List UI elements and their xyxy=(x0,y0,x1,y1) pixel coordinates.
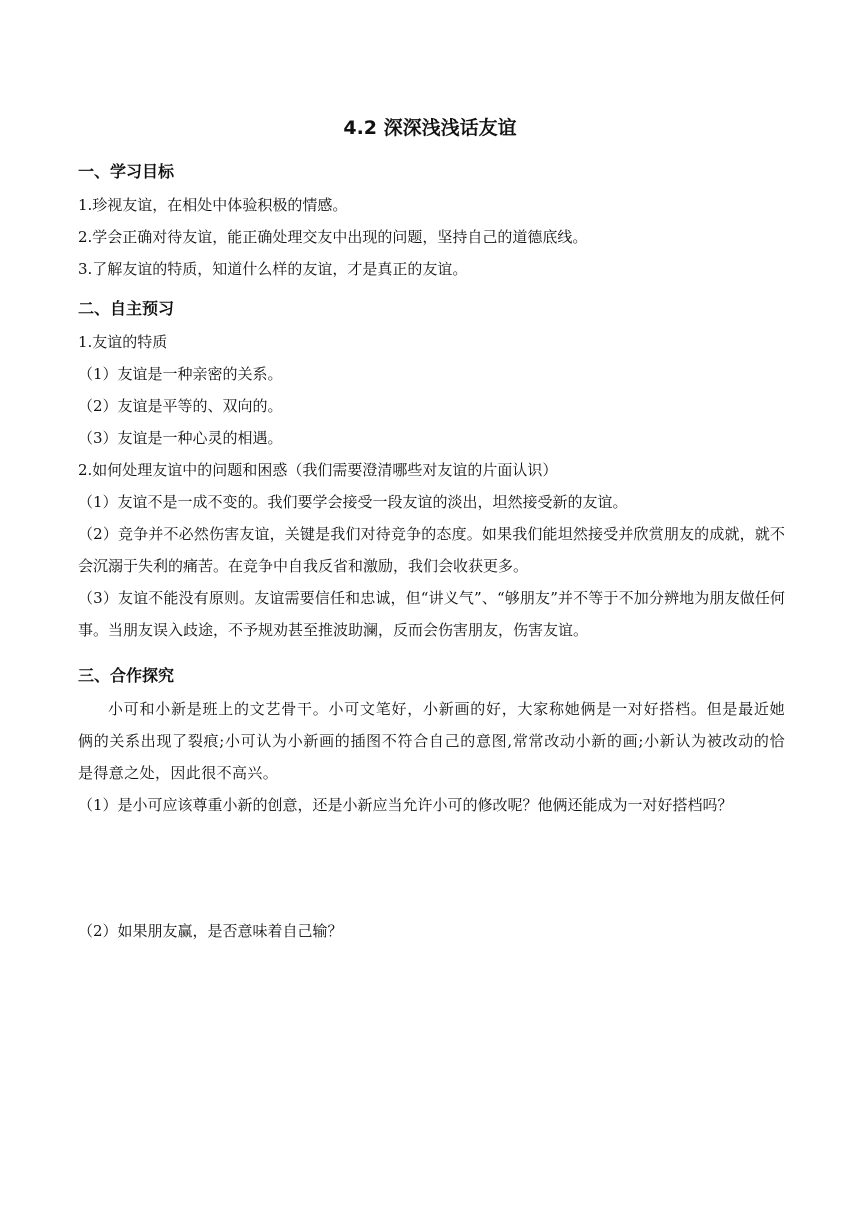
goal-item: 1.珍视友谊，在相处中体验积极的情感。 xyxy=(78,196,348,214)
section-heading-learning-goals: 一、学习目标 xyxy=(78,162,175,181)
preview-answer: （1）友谊是一种亲密的关系。 xyxy=(78,365,283,383)
section-heading-cooperative-inquiry: 三、合作探究 xyxy=(78,666,175,685)
section-heading-self-study: 二、自主预习 xyxy=(78,299,175,318)
preview-answer: （3）友谊是一种心灵的相遇。 xyxy=(78,429,283,447)
preview-question: 2.如何处理友谊中的问题和困惑（我们需要澄清哪些对友谊的片面认识） xyxy=(78,461,558,479)
preview-answer: （1）友谊不是一成不变的。我们要学会接受一段友谊的淡出，坦然接受新的友谊。 xyxy=(78,493,628,511)
case-story: 小可和小新是班上的文艺骨干。小可文笔好，小新画的好，大家称她俩是一对好搭档。但是最近她俩的关系出现了裂痕;小可认为小新画的插图不符合自己的意图,常常改动小新的画;小新认为被改动的恰是得意之处，因此很不高兴。 xyxy=(78,700,785,782)
inquiry-question: （2）如果朋友赢，是否意味着自己输？ xyxy=(78,922,343,940)
document-body xyxy=(78,160,785,953)
document-title: 4.2 深深浅浅话友谊 xyxy=(343,117,517,139)
preview-answer: （3）友谊不能没有原则。友谊需要信任和忠诚，但“讲义气”、“够朋友”并不等于不加分辨地为朋友做任何事。当朋友误入歧途，不予规劝甚至推波助澜，反而会伤害朋友，伤害友谊。 xyxy=(78,589,785,639)
goal-item: 2.学会正确对待友谊，能正确处理交友中出现的问题，坚持自己的道德底线。 xyxy=(78,228,588,246)
inquiry-question: （1）是小可应该尊重小新的创意，还是小新应当允许小可的修改呢？他俩还能成为一对好搭档吗？ xyxy=(78,796,733,814)
preview-answer: （2）竞争并不必然伤害友谊，关键是我们对待竞争的态度。如果我们能坦然接受并欣赏朋友的成就，就不会沉溺于失利的痛苦。在竞争中自我反省和激励，我们会收获更多。 xyxy=(78,525,785,575)
goal-item: 3.了解友谊的特质，知道什么样的友谊，才是真正的友谊。 xyxy=(78,260,468,278)
answer-space xyxy=(78,827,785,921)
preview-question: 1.友谊的特质 xyxy=(78,333,168,351)
preview-answer: （2）友谊是平等的、双向的。 xyxy=(78,397,283,415)
